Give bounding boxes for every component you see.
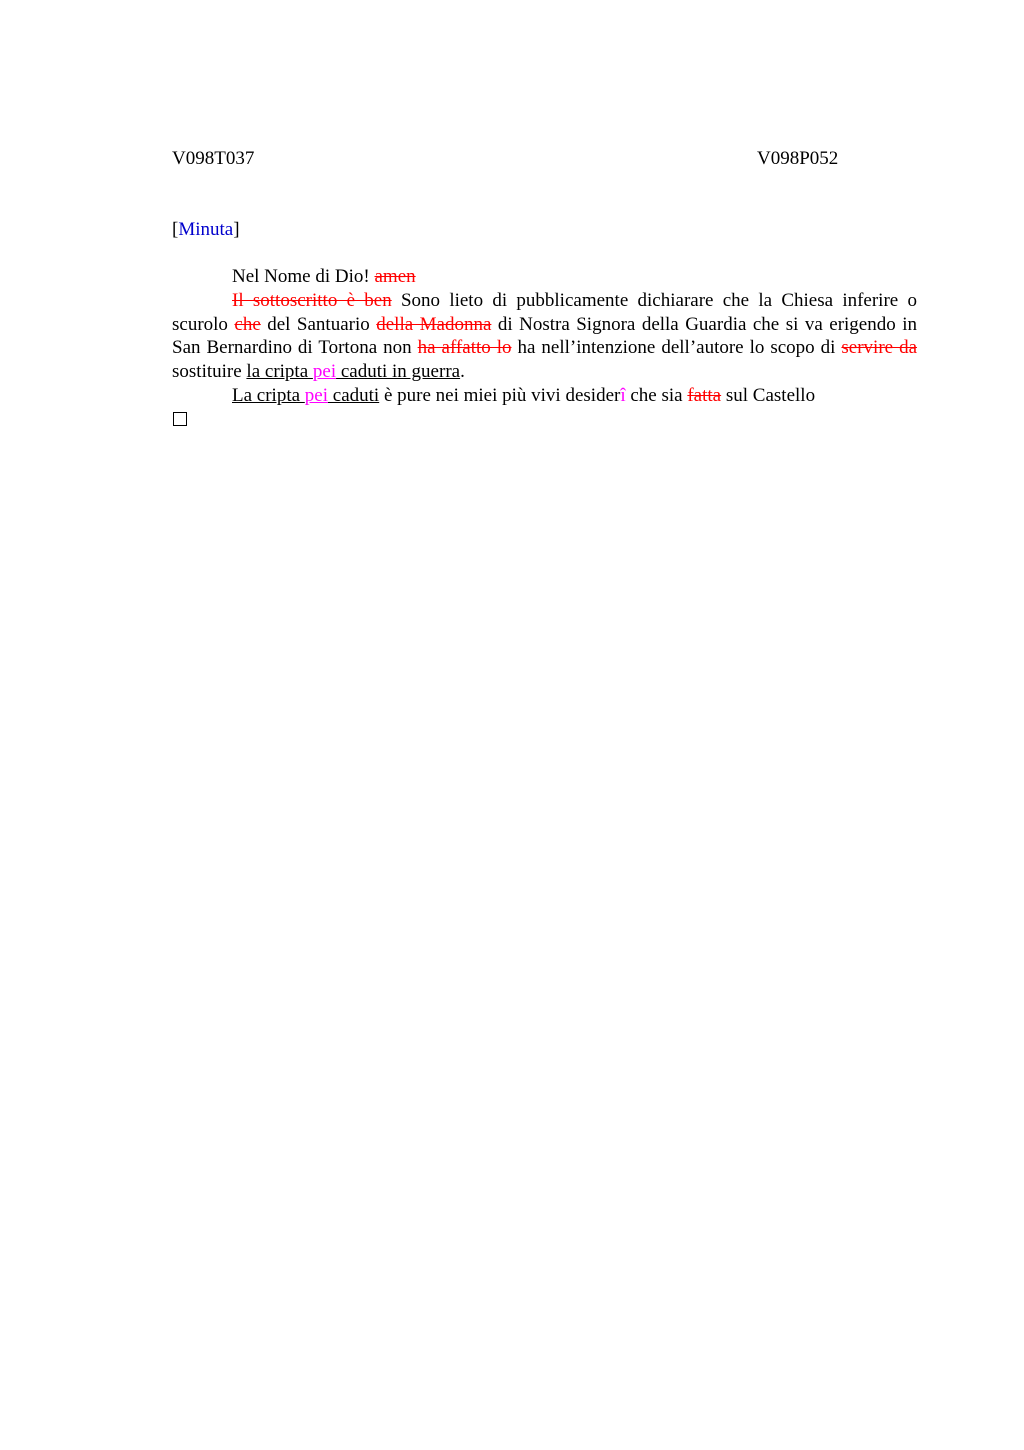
- p3-text-1: è pure nei miei più vivi desider: [379, 384, 621, 406]
- p2-insertion: pei: [312, 361, 337, 383]
- p2-deletion-5: servire da: [841, 337, 918, 359]
- p2-text-3: di Nostra Signora della Guardia che si va erigendo in San Bernardino di Tortona non: [172, 313, 917, 359]
- p1-deletion: amen: [374, 266, 416, 287]
- p2-deletion-1: Il sottoscritto è ben: [232, 289, 392, 311]
- document-heading: [172, 218, 240, 242]
- heading-open-bracket: [: [172, 219, 179, 240]
- p2-text-2: del Santuario: [260, 313, 377, 335]
- paragraph-1: [172, 265, 917, 289]
- document-body: [172, 265, 917, 426]
- p2-text-6: .: [460, 361, 465, 383]
- heading-close-bracket: ]: [233, 219, 240, 240]
- document-code-right: V098P052: [757, 148, 839, 169]
- p2-deletion-4: ha affatto lo: [417, 337, 512, 359]
- p3-insertion-2: î: [620, 384, 626, 406]
- end-mark-box: [173, 412, 187, 426]
- p3-deletion: fatta: [687, 384, 722, 406]
- p2-deletion-3: della Madonna: [376, 313, 492, 335]
- p3-insertion-1: pei: [304, 384, 329, 406]
- p2-deletion-2: che: [234, 313, 261, 335]
- paragraph-2: [172, 289, 917, 384]
- p3-text-3: sul Castello: [721, 384, 816, 406]
- p3-underline-2: caduti: [328, 384, 380, 406]
- paragraph-3: [172, 384, 917, 408]
- document-code-left: V098T037: [172, 148, 255, 169]
- p3-underline-1: La cripta: [232, 384, 305, 406]
- p2-text-5: sostituire: [172, 361, 247, 383]
- p2-underline-2: caduti in guerra: [336, 361, 461, 383]
- p3-text-2: che sia: [625, 384, 688, 406]
- heading-label: Minuta: [178, 219, 234, 240]
- p2-text-4: ha nell’intenzione dell’autore lo scopo di: [511, 337, 842, 359]
- p1-text: Nel Nome di Dio!: [232, 266, 375, 287]
- p2-text-1: Sono lieto di pubblicamente dichiarare che la Chiesa inferire o scurolo: [172, 289, 917, 335]
- p2-underline-1: la cripta: [246, 361, 313, 383]
